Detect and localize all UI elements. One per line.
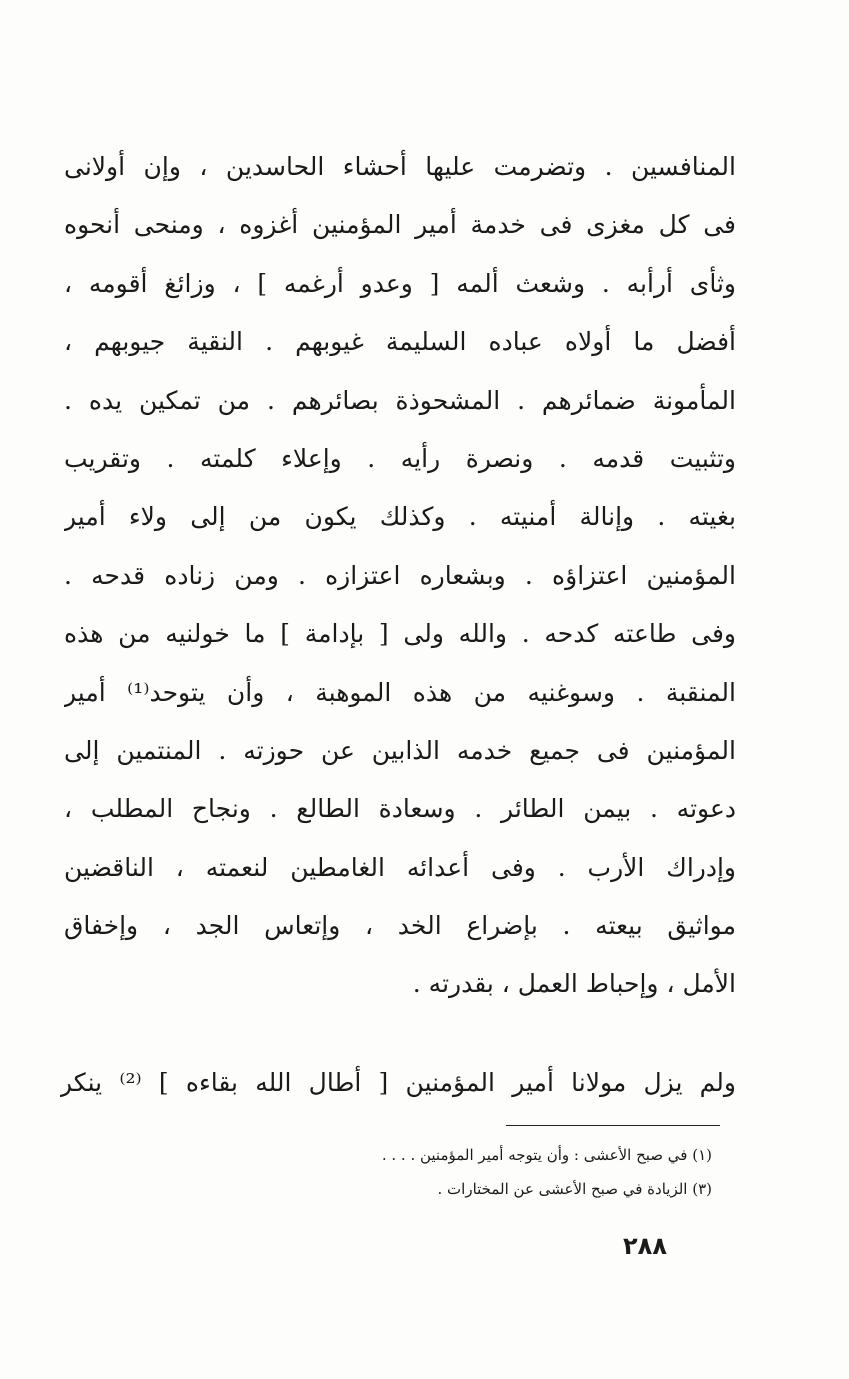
text-line: المؤمنين اعتزاؤه . وبشعاره اعتزازه . ومن زناده قدحه . (64, 560, 736, 590)
main-paragraph (64, 138, 736, 1014)
footnote-2: (٣) الزيادة في صبح الأعشى عن المختارات . (437, 1180, 712, 1198)
text-line: فى كل مغزى فى خدمة أمير المؤمنين أغزوه ، ومنحى أنحوه (64, 210, 736, 240)
text-line-last: الأمل ، وإحباط العمل ، بقدرته . (412, 969, 736, 999)
text-line: دعوته . بيمن الطائر . وسعادة الطالع . ونجاح المطلب ، (64, 794, 736, 824)
text-line: وثأى أرأبه . وشعث ألمه [ وعدو أرغمه ] ، وزائغ أقومه ، (64, 268, 736, 298)
second-paragraph-line: ولم يزل مولانا أمير المؤمنين [ أطال الله بقاءه ] ⁽²⁾ ينكر (60, 1068, 736, 1097)
text-line: المنقبة . وسوغنيه من هذه الموهبة ، وأن يتوحد⁽¹⁾ أمير (64, 677, 736, 707)
page-number: ٢٨٨ (623, 1232, 667, 1260)
text-line: المنافسين . وتضرمت عليها أحشاء الحاسدين ، وإن أولانى (64, 152, 736, 181)
footnotes (200, 1138, 712, 1206)
text-line: المأمونة ضمائرهم . المشحوذة بصائرهم . من تمكين يده . (64, 385, 736, 415)
text-line: وفى طاعته كدحه . والله ولى [ بإدامة ] ما خولنيه من هذه (64, 619, 736, 649)
text-line: وتثبيت قدمه . ونصرة رأيه . وإعلاء كلمته . وتقريب (64, 443, 736, 473)
text-line: بغيته . وإنالة أمنيته . وكذلك يكون من إلى ولاء أمير (64, 502, 736, 532)
text-line: مواثيق بيعته . بإضراع الخد ، وإتعاس الجد ، وإخفاق (64, 911, 736, 941)
footnote-divider (506, 1125, 720, 1126)
footnote-1: (١) في صبح الأعشى : وأن يتوجه أمير المؤمنين . . . . (381, 1146, 712, 1164)
text-line: أفضل ما أولاه عباده السليمة غيوبهم . النقية جيوبهم ، (64, 327, 736, 357)
text-line: وإدراك الأرب . وفى أعدائه الغامطين لنعمته ، الناقضين (64, 852, 736, 882)
text-line: المؤمنين فى جميع خدمه الذابين عن حوزته . المنتمين إلى (64, 735, 736, 765)
